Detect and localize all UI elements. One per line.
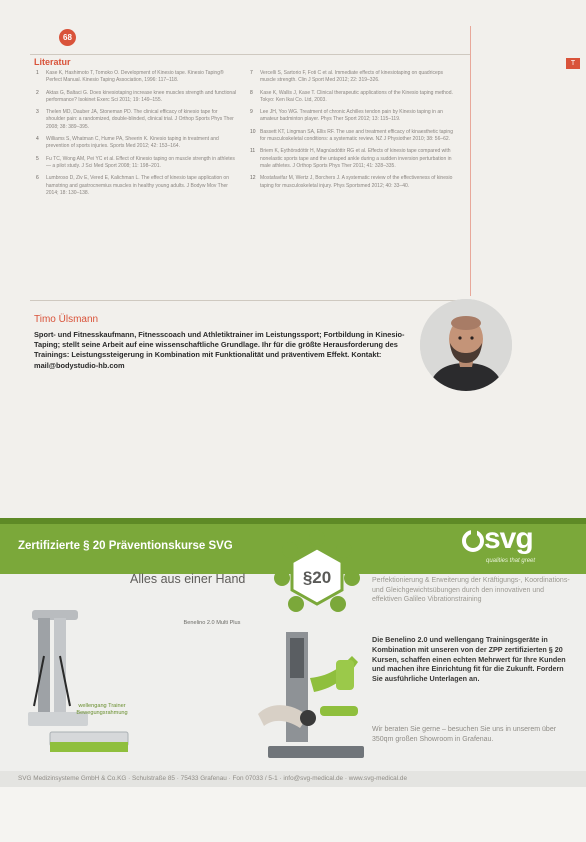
reference-number: 7: [250, 70, 253, 76]
reference-text: Briem K, Eythörsdöttir H, Magnúsdóttir RG et al. Effects of kinesio tape compared with nonelastic sports tape and the untaped ankle during a sudden inversion perturbation in male athletes. J Orthop Sports Phys Ther 2011; 41: 328–335.: [260, 148, 452, 169]
badge-label: §20: [302, 568, 332, 587]
reference-item: [36, 70, 238, 85]
author-name: Timo Ülsmann: [34, 314, 99, 325]
references-right-column: [250, 70, 460, 195]
header-rule: [30, 54, 470, 55]
reference-text: Bassett KT, Lingman SA, Ellis RF. The use and treatment efficacy of kinaesthetic taping for musculoskeletal conditions: a systematic review. NZ J Physiother 2010; 38: 56–62.: [260, 128, 453, 143]
reference-text: Aktas G, Baltaci G. Does kinesiotaping increase knee muscles strength and functional performance? Isokinet Exerc Sci 2011; 19: 149–155.: [46, 89, 237, 103]
reference-number: 5: [36, 155, 39, 162]
reference-number: 12: [250, 175, 256, 182]
reference-number: 1: [36, 70, 39, 76]
author-bio: Sport- und Fitnesskaufmann, Fitnesscoach und Athletiktrainer im Leistungssport; Fortbildung in Kinesio-Taping; stellt seine Arbeit auf eine wissenschaftliche Grundlage. Ihr für die größte Herausforderung des Trainings: Leistungssteigerung in Kombination mit Funktionalität und präventivem Effekt. Kontakt: mail@bodystudio-hb.com: [34, 330, 405, 370]
reference-text: Kase K, Wallis J, Kase T. Clinical therapeutic applications of the Kinesio taping method. Tokyo: Ken Ikai Co. Ltd, 2003.: [260, 89, 453, 103]
ad-heading: Zertifizierte § 20 Präventionskurse SVG: [18, 540, 233, 552]
reference-item: [250, 148, 460, 170]
references-left-column: [36, 70, 238, 202]
ad-contact-footer: SVG Medizinsysteme GmbH & Co.KG · Schulstraße 85 · 75433 Grafenau · Fon 07033 / 5-1 · info@svg-medical.de · www.svg-medical.de: [0, 771, 586, 787]
reference-item: [250, 129, 460, 144]
reference-text: Williams S, Whatman C, Hume PA, Sheerin K. Kinesio taping in treatment and prevention of sports injuries. Sports Med 2012; 42: 153–164.: [46, 136, 219, 150]
device-right-label: Benelino 2.0 Multi Plus: [183, 620, 241, 626]
device-left-label: wellengang Trainer Bewegungsrahmung: [76, 703, 128, 716]
column-divider: [470, 26, 471, 296]
reference-number: 8: [250, 89, 253, 96]
reference-text: Thelen MD, Dauber JA, Stoneman PD. The clinical efficacy of kinesio tape for shoulder pain: a randomized, double-blinded, clinical trial. J Orthop Sports Phys Ther 2008; 38: 389–395.: [46, 109, 234, 130]
ad-intro-text: Perfektionierung & Erweiterung der Kräftigungs-, Koordinations- und Gleichgewichtsübungen durch den innovativen und effektiven Galileo Vibrationstraining: [372, 577, 570, 603]
reference-text: Mostafavifar M, Wertz J, Borchers J. A systematic review of the effectiveness of kinesio taping for musculoskeletal injury. Phys Sportsmed 2012; 40: 33–40.: [260, 175, 453, 189]
ad-subheading: Alles aus einer Hand: [130, 572, 246, 586]
reference-item: [250, 70, 460, 85]
brand-wordmark: svg: [484, 522, 533, 555]
author-divider: [30, 300, 470, 301]
reference-number: 3: [36, 109, 39, 116]
reference-item: [36, 109, 238, 131]
reference-number: 11: [250, 148, 256, 155]
logo-ring-gap: [471, 528, 477, 536]
brand-claim: qualities that greet: [486, 558, 536, 564]
reference-item: [36, 136, 238, 151]
reference-number: 10: [250, 128, 256, 135]
reference-text: Fu TC, Wong AM, Pei YC et al. Effect of Kinesio taping on muscle strength in athletes — a pilot study. J Sci Med Sport 2008; 11: 198–201.: [46, 155, 235, 169]
author-portrait: [420, 299, 512, 391]
page-number-badge: 68: [59, 29, 76, 46]
reference-text: Lee JH, Yoo WG. Treatment of chronic Achilles tendon pain by Kinesio taping in an amateur badminton player. Phys Ther Sport 2012; 13: 115–119.: [260, 109, 443, 123]
reference-number: 2: [36, 89, 39, 96]
ad-cta-text: Wir beraten Sie gerne – besuchen Sie uns in unserem über 350qm großen Showroom in Grafenau.: [372, 726, 557, 743]
reference-number: 6: [36, 175, 39, 182]
edge-tab: T: [566, 58, 580, 69]
reference-item: [36, 175, 238, 197]
wellengang-device-image: [24, 596, 132, 766]
reference-item: [250, 109, 460, 124]
svg-advertisement: [0, 518, 586, 842]
reference-text: Kase K, Hashimoto T, Tomoko O. Development of Kinesio tape. Kinesio Taping® Perfect Manual. Kinesio Taping Association, 1996: 117–118.: [46, 70, 224, 84]
benelino-device-image: [248, 618, 372, 768]
reference-text: Lumbroso D, Ziv E, Vered E, Kalichman L. The effect of kinesio tape application on hamstring and gastrocnemius muscles in healthy young adults. J Bodyw Mov Ther 2014; 18: 130–138.: [46, 175, 229, 196]
paragraph-20-badge: [272, 526, 362, 620]
reference-item: [36, 156, 238, 171]
reference-item: [36, 90, 238, 105]
reference-item: [250, 175, 460, 190]
page-bottom-margin: [0, 787, 586, 842]
svg-brand-logo: [462, 524, 564, 572]
reference-text: Vercelli S, Sartorio F, Foti C et al. Immediate effects of kinesiotaping on quadriceps muscle strength. Clin J Sport Med 2012; 22: 319–326.: [260, 70, 444, 84]
portrait-image: [420, 299, 512, 391]
literature-heading: Literatur: [34, 57, 71, 67]
reference-number: 9: [250, 109, 253, 116]
reference-number: 4: [36, 136, 39, 143]
ad-body-text: Die Benelino 2.0 und wellengang Trainingsgeräte in Kombination mit unseren von der ZPP zertifizierten § 20 Kursen, schaffen einen echten Mehrwert für Ihre Kunden und machen ihre Einrichtung fit für die Zukunft. Fordern Sie ausführliche Unterlagen an.: [372, 635, 566, 684]
reference-item: [250, 90, 460, 105]
